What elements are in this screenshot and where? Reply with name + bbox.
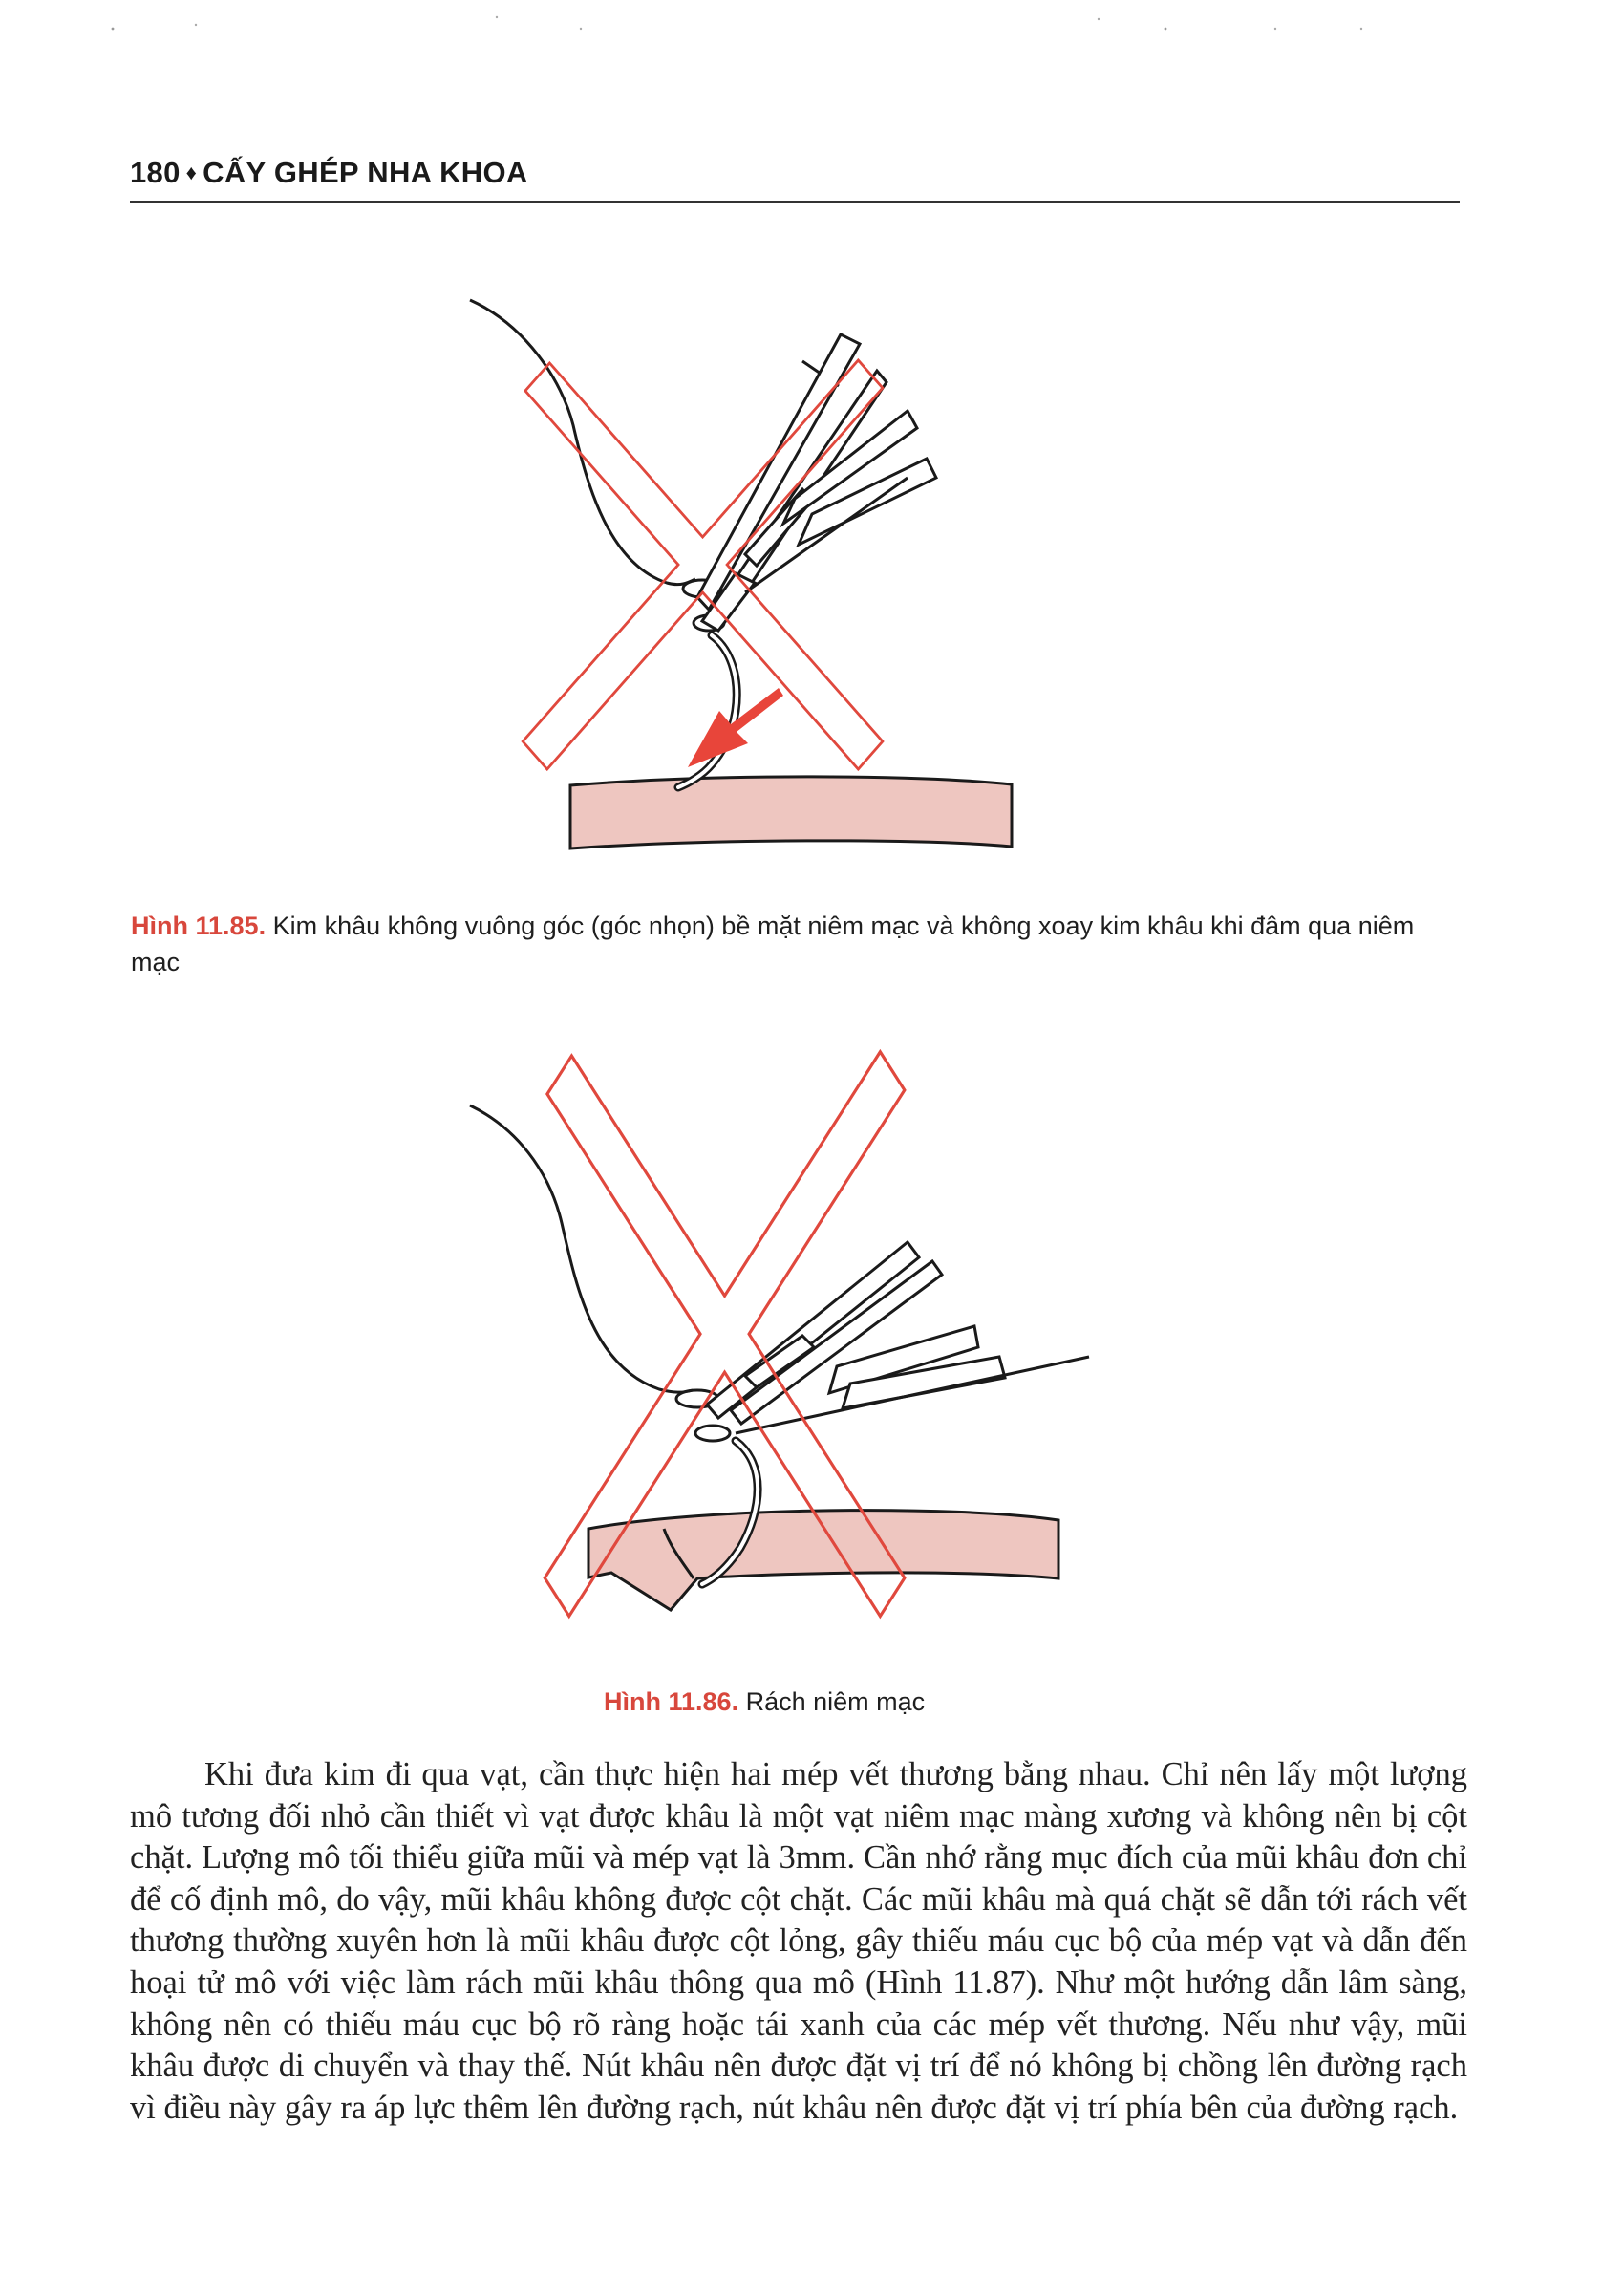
scan-specks (0, 0, 1624, 57)
figure-11-86 (459, 1032, 1146, 1643)
needle-holder (697, 334, 936, 631)
mucosa-tear-illustration (459, 1032, 1146, 1643)
needle-holder (707, 1242, 1089, 1433)
mucosa-tissue (570, 777, 1012, 848)
page-number: 180 (130, 156, 181, 189)
figure-caption-text: Kim khâu không vuông góc (góc nhọn) bề mặt niêm mạc và không xoay kim khâu khi đâm qua niêm mạc (131, 912, 1415, 976)
needle-acute-angle-illustration (459, 268, 1146, 879)
incorrect-cross-mark (523, 360, 883, 769)
figure-label: Hình 11.85. (131, 912, 267, 940)
header-separator: ♦ (185, 161, 198, 184)
figure-label: Hình 11.86. (604, 1687, 739, 1716)
suture-thread (470, 300, 695, 585)
figure-caption-text: Rách niêm mạc (738, 1687, 926, 1716)
figure-11-85 (459, 268, 1146, 879)
running-header (130, 156, 528, 190)
figure-11-85-caption (131, 908, 1464, 980)
figure-11-86-caption (604, 1684, 925, 1720)
body-paragraph: Khi đưa kim đi qua vạt, cần thực hiện hai mép vết thương bằng nhau. Chỉ nên lấy một lượng mô tương đối nhỏ cần thiết vì vạt được khâu là một vạt niêm mạc màng xương và không nên bị cột chặt. Lượng mô tối thiểu giữa mũi và mép vạt là 3mm. Cần nhớ rằng mục đích của mũi khâu đơn chỉ để cố định mô, do vậy, mũi khâu không được cột chặt. Các mũi khâu mà quá chặt sẽ dẫn tới rách vết thương thường xuyên hơn là mũi khâu được cột lỏng, gây thiếu máu cục bộ của mép vạt và dẫn đến hoại tử mô với việc làm rách mũi khâu thông qua mô (Hình 11.87). Như một hướng dẫn lâm sàng, không nên có thiếu máu cục bộ rõ ràng hoặc tái xanh của các mép vết thương. Nếu như vậy, mũi khâu được di chuyển và thay thế. Nút khâu nên được đặt vị trí để nó không bị chồng lên đường rạch vì điều này gây ra áp lực thêm lên đường rạch, nút khâu nên được đặt vị trí phía bên của đường rạch. (130, 1756, 1467, 2126)
header-rule (130, 201, 1460, 203)
book-title: CẤY GHÉP NHA KHOA (203, 156, 528, 189)
